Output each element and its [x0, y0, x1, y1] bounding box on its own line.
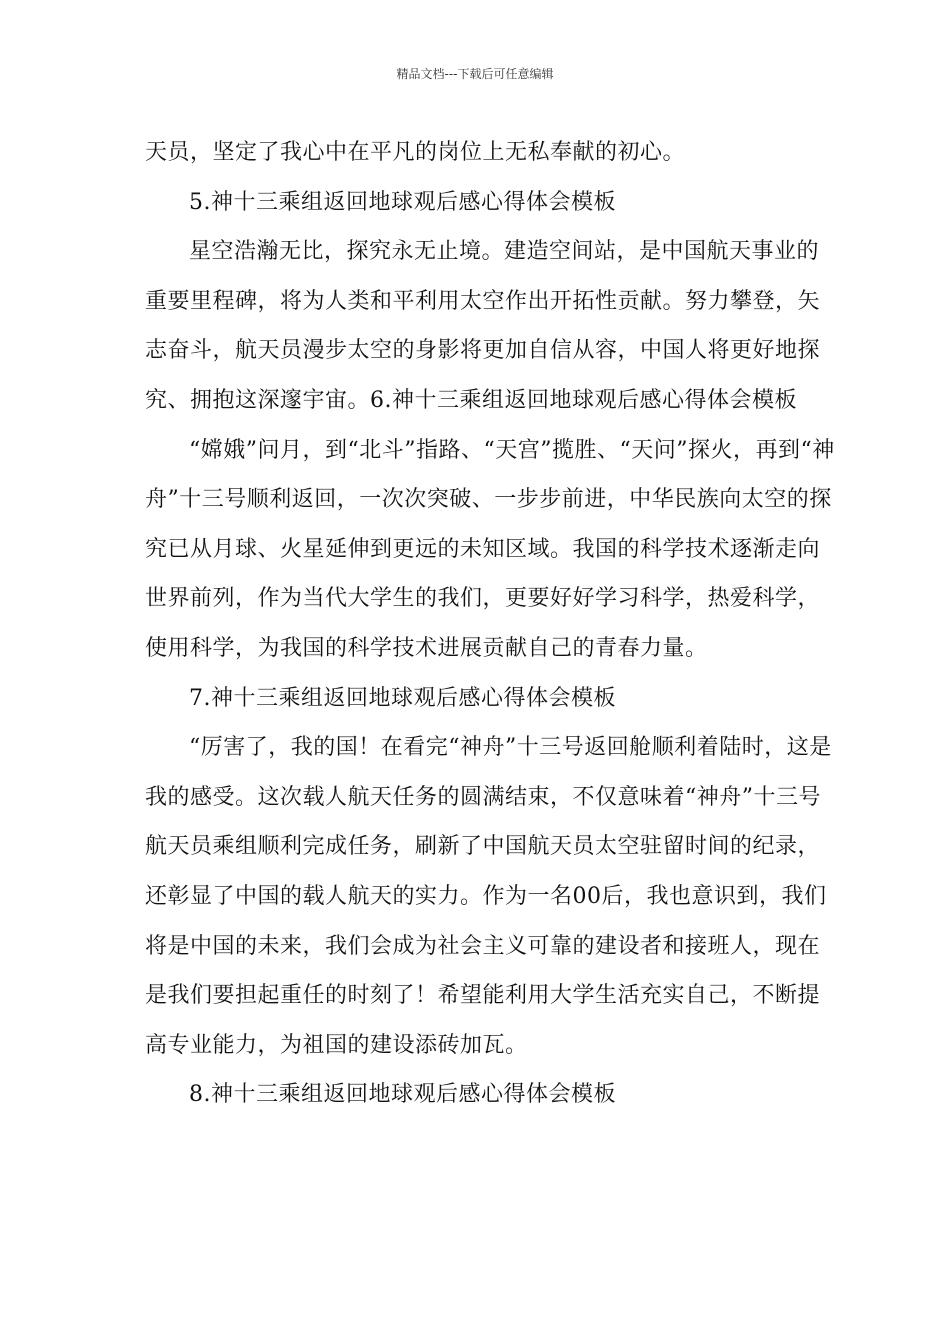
- paragraph-7: “厉害了，我的国！在看完“神舟”十三号返回舱顺利着陆时，这是我的感受。这次载人航天任务的圆满结束，不仅意味着“神舟”十三号航天员乘组顺利完成任务，刷新了中国航天员太空驻留时间的纪录，还彰显了中国的载人航天的实力。作为一名00后，我也意识到，我们将是中国的未来，我们会成为社会主义可靠的建设者和接班人，现在是我们要担起重任的时刻了！希望能利用大学生活充实自己，不断提高专业能力，为祖国的建设添砖加瓦。: [145, 735, 832, 1058]
- page-header: 精品文档---下载后可任意编辑: [396, 67, 554, 81]
- paragraph-5: 星空浩瀚无比，探究永无止境。建造空间站，是中国航天事业的重要里程碑，将为人类和平利用太空作出开拓性贡献。努力攀登，矢志奋斗，航天员漫步太空的身影将更加自信从容，中国人将更好地探究、拥抱这深邃宇宙。6.神十三乘组返回地球观后感心得体会模板: [145, 239, 821, 413]
- paragraph-6: “嫦娥”问月，到“北斗”指路、“天宫”揽胜、“天问”探火，再到“神舟”十三号顺利返回，一次次突破、一步步前进，中华民族向太空的探究已从月球、火星延伸到更远的未知区域。我国的科学技术逐渐走向世界前列，作为当代大学生的我们，更要好好学习科学，热爱科学，使用科学，为我国的科学技术进展贡献自己的青春力量。: [145, 437, 835, 661]
- section-heading-8: 8.神十三乘组返回地球观后感心得体会模板: [189, 1082, 616, 1108]
- paragraph-continuation: 天员，坚定了我心中在平凡的岗位上无私奉献的初心。: [145, 140, 686, 165]
- section-heading-7: 7.神十三乘组返回地球观后感心得体会模板: [189, 685, 616, 711]
- document-body: [145, 128, 835, 1120]
- section-heading-5: 5.神十三乘组返回地球观后感心得体会模板: [189, 189, 616, 215]
